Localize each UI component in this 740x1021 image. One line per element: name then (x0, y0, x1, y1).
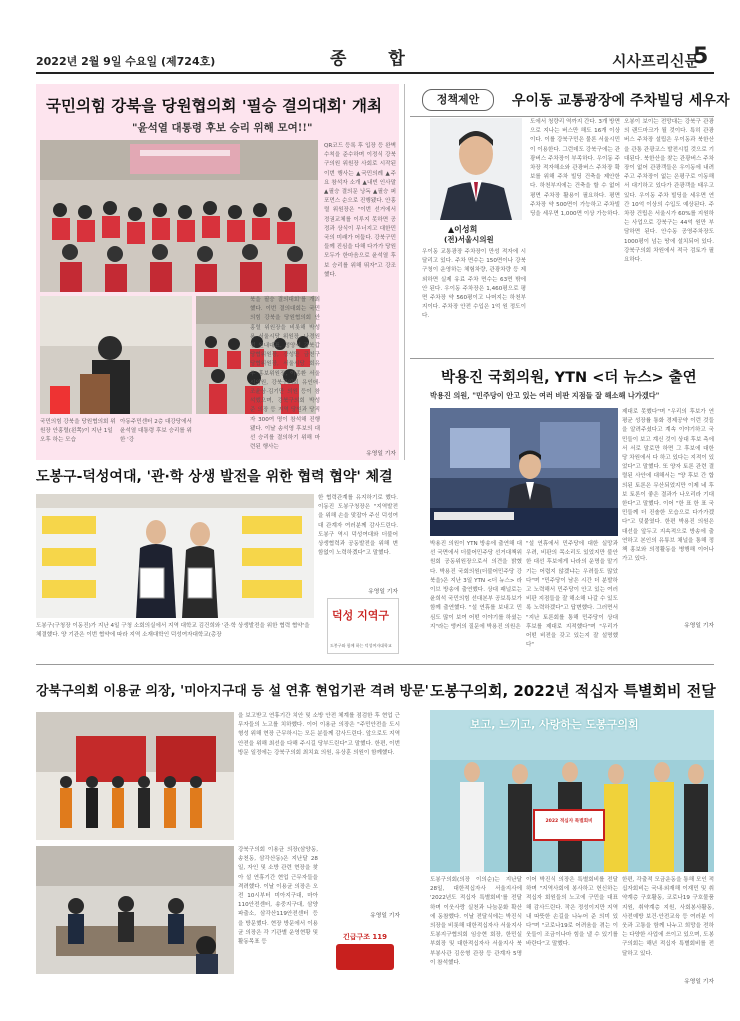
ad-text: 덕성 지역구 (332, 609, 389, 622)
article-2-col3: 오봉이 보이는 전망대는 강북구 관광의 랜드마크가 될 것이다. 특히 관광버스 주차장 설립은 우이동과 북한산을 관통 관광코스 발전시킬 것으로 기대된다. 북한산을 찾는 관광버스 주차장이 없어 관광객들은 우이동에 내려 주고 주차장이 없는 은평구로 이동해서 대기하고 있다가 관광객을 태우고 있다. 우이동 주차 빌딩을 세우면 연간 10억 이상의 수입도 예상된다. 주차장 건립은 서울시가 60%를 지원하는 사업으로 강북구는 44억 원만 부담하면 된다. 안수동 공영주차장도 1000평이 넘는 땅에 설치되어 있다. 강북구의회 차원에서 적극 검토가 필요하다. (624, 119, 714, 264)
mou-signing-photo (36, 494, 314, 618)
mid-rule (36, 664, 714, 665)
newspaper-name: 시사프리신문 (612, 52, 699, 70)
person-role: (전)서울시의원 (444, 235, 494, 244)
column-divider (404, 84, 405, 460)
article-3-col1: 박용진 의원이 YTN 방송에 출연해 대선 국면에서 더불어민주당 선거대책위원회 공동위원장으로서 의견을 밝혔다. 박용진 국회의원(더불어민주당 강북을)은 지난 3일 YTN <더 뉴스> 라이브 방송에 출연했다. 상대 패널로는 윤희석 국민의힘 선대본부 공보특보가 함께 출연했다. "설 연휴를 보내고 민심도 많이 보여 어떤 이야기를 하셨는지"라는 앵커의 질문에 박용진 의원은 (430, 541, 522, 630)
emergency-119-ad (330, 930, 400, 974)
article-4-reporter: 유영일 기자 (368, 589, 398, 595)
article-5-col2: 강북구의회 이용균 의장(삼양동, 송천동, 삼각산동)은 지난달 28일, 자인 및 소방 관련 현장을 찾아 설 연휴기간 현업 근무자들을 격려했다. 이날 이용균 의장은 오전 10시부터 미아지구대, 마아110안전센터, 송중지구대, 삼양파출소, 삼각산119안전센터 등을 방문했다. 현장 방문에서 이용균 의장은 각 기관별 운영현황 및 활동목표 등 (238, 847, 318, 946)
article-2-headline: 우이동 교통광장에 주차빌딩 세우자 (512, 93, 730, 109)
article-6-reporter: 유영일 기자 (684, 979, 714, 985)
article-6-col1: 도봉구의회(의장 이의순)는 지난달 28일, 대한적십자사 서울지사에 '2022년도 적십자 특별회비'를 전달하며 이웃사랑 실천과 나눔문화 확산에 동참했다. 이날 전달식에는 박진식 의장을 비롯해 대한적십자사 서울지사 도봉지구협의회 임승현 회장, 한민실 부회장 및 대한적십자사 서울지사 북부봉사관 김응형 관장 등 관계자 5명이 참석했다. (430, 877, 522, 966)
article-4-caption: 도봉구(구청장 이동진)가 지난 4일 구청 소회의실에서 지역 대학교 김건희와 '관·학 상생발전을 위한 협력 협약'을 체결했다. 양 기관은 이번 협약에 따라 지역 소재대학인 덕성여자대학교(총장 (36, 623, 310, 638)
article-4-col1: 한 협력관계를 유지하기로 했다. 이동진 도봉구청장은 "지역발전을 위해 손을 맞잡아 주신 덕성여대 관계자 여러분께 감사드린다. 도봉구 역시 덕성여대와 더불어 상생협력과 공동발전을 위해 변함없이 노력하겠다"고 말했다. (318, 495, 398, 557)
deoksung-ad (327, 598, 399, 654)
speaker-photo (40, 296, 192, 414)
person-name: ▲이성희 (448, 225, 478, 234)
article-6-headline: 도봉구의회, 2022년 적십자 특별회비 전달 (430, 682, 716, 700)
dobong-banner-text: 보고, 느끼고, 사랑하는 도봉구의회 (470, 718, 639, 731)
article-3-col3: 제대로 못했다"며 "우리의 후보가 연평균 성장률 통화 경제공약 이런 것들을 알려주셨다고 계속 이야기하고 국민들이 보고 계신 것이 상대 후보 측에서 서로 말로만 하면 그 후보에 대한 당 차원에서 다 하고 있다는 지적이 있었다"고 말했다. 또 양자 토론 관련 결렬된 사안에 대해서는 "양 후보 간 합의된 토론은 무산되었지만 이제 네 후보 토론이 좋은 결과가 나오리라 기대한다"고 말했다. 이어 "한 표 한 표 국민들께 더 진솔한 모습으로 다가가겠다"고 덧붙였다. 한편 박용진 의원은 대선을 앞두고 지속적으로 방송에 출연하고 본인의 유튜브 채널을 통해 정책 홍보와 의정활동을 병행해 이어나가고 있다. (622, 409, 714, 563)
donation-sign-text: 2022 적십자 특별회비 (545, 819, 593, 824)
ad-119-block (336, 944, 394, 970)
article-1-subtitle: "윤석열 대통령 후보 승리 위해 모여!!" (132, 122, 313, 134)
header-rule (36, 72, 714, 74)
article-3-col2: "설 연휴에서 민주당에 대한 실망과 우려, 비판의 목소리도 있었지만 불안한 대선 후보에게 나라의 운명을 맡기기는 어렵지 않겠냐는 우려들도 많았다"며 "민주당이 남은 시간 더 분발하고 노력해서 민주당이 안고 있는 여러 비판 지점들을 잘 해소해 나갈 수 있도록 노력하겠다"고 답변했다. 그러면서 "지난 토론회를 통해 민주당이 상대 후보를 제대로 지적했다"며 "우리가 어떤 비전을 갖고 있는지 잘 설명했다" (526, 541, 618, 649)
article-5-col1: 을 보고받고 연휴기간 치안 및 소방 안전 체계를 점검한 후 현업 근무자들의 노고를 치하했다. 이어 이용균 의장은 "주민안전을 도시형성 위해 현장 근무하시는 모든 분들께 감사드린다. 앞으로도 지역 안전을 위해 최선을 다해 주시길 당부드린다"고 말했다. 한편, 이번 방문 일정에는 강북구의회 최치효 의원, 유상훈 의원이 함께했다. (238, 713, 400, 756)
ad-subtext: 도봉구와 함께 하는 덕성여자대학교 (330, 643, 392, 648)
article-6-col3: 한편, 각출적 모금운동을 통해 모인 적십자회비는 국내·외재해 이재민 및 취약계층 구호활동, 코로나19 구호물품 지원, 취약계층 지원, 사회봉사활동, 사전예방 보건·안전교육 등 여러분 이웃과 고통을 함께 나누고 희망을 전하는 다양한 사업에 쓰이고 있으며, 도봉구의회는 해년 적십자 특별회비를 전달하고 있다. (622, 877, 714, 957)
page-number: 5 (693, 44, 709, 69)
lee-sunghee-portrait (430, 118, 522, 220)
red-cross-donation-photo (430, 710, 714, 872)
article-3-reporter: 유영일 기자 (684, 623, 714, 629)
article-2-col2: 도에서 청량리 역까지 간다. 3개 방면으로 지나는 버스만 해도 16개 이상이다. 이를 강북구민은 물론 서울시민이 이용한다. 그런데도 강북구에는 관광버스 주차장이 부족하다. 우이동 주차장 적자해소와 관광버스 주차장 확보를 위해 주차 빌딩 건축을 제안한다. 하천부지에는 건축을 할 수 없어 평면 주차장 활용이 필요하다. 평면 주차장 약 500면이 가능하고 주차빌딩을 세우면 1,000면 이상 가능하다. (530, 119, 620, 218)
rally-hall-photo (40, 140, 318, 292)
article-5-headline: 강북구의회 이용균 의장, '미아지구대 등 설 연휴 현업기관 격려 방문' (36, 684, 429, 699)
police-visit-photo (36, 846, 234, 974)
article-1-reporter: 유영일 기자 (366, 451, 396, 457)
article-2-col1: 우이동 교통광장 주차장이 만성 적자에 시달리고 있다. 주차 면수는 150면이나 강북구청이 운영하는 체험차량, 관광차량 등 제외하면 실제 유료 주차 면수는 63면 밖에 안 된다. 우이동 주차장은 1,460평으로 평면 주차장 약 560평이고 나머지는 하천부지이다. 주차장 안전 수입은 1억 원 정도이다. (422, 249, 526, 320)
ad-119-text: 긴급구조 119 (342, 933, 388, 941)
article-3-headline: 박용진 국회의원, YTN <더 뉴스> 출연 (441, 370, 697, 386)
article-1-caption-2: 아동주민센터 2층 대강당에서 윤석열 대통령 후보 승리를 위한 '강 (120, 419, 192, 443)
article-1-caption: 국민의힘 강북을 당원협의회 위원장 안홍렬(왼쪽)이 지난 1일 오후 하는 모습 (40, 419, 116, 443)
article-2-bottom-rule (410, 358, 714, 359)
article-4-headline: 도봉구-덕성여대, '관·학 상생 발전을 위한 협력 협약' 체결 (36, 469, 393, 485)
ytn-studio-photo (430, 408, 618, 536)
issue-date: 2022년 2월 9일 수요일 (제724호) (36, 55, 216, 68)
policy-badge: 정책제안 (422, 89, 494, 111)
section-title: 종 합 (330, 49, 423, 69)
article-5-reporter: 유영일 기자 (370, 913, 400, 919)
fire-station-photo (36, 712, 234, 840)
article-1-body-col1: QR코드 등록 후 입장 등 완벽 수칙을 준수하며 이정식 강북구의원 위원장 사회로 시작된 이번 행사는 ▲국민의례 ▲주요 참석자 소개 ▲내빈 인사말 ▲필승 결의문 낭독 ▲필승 퍼포먼스 순으로 진행됐다. 안홍렬 위원장은 "이번 선거에서 정권교체를 이루지 못하면 공정과 상식이 무너지고 대한민국의 미래가 어둡다. 강북구민들께 진심을 다해 다가가 당원 모두가 한마음으로 윤석열 후보 승리를 위해 뛰자"고 강조했다. (324, 143, 396, 278)
article-2-rule (410, 116, 714, 117)
article-3-subtitle: 박용진 의원, "민주당이 안고 있는 여러 비판 지점들 잘 해소해 나가겠다" (430, 391, 660, 400)
article-1-body-col3: 북을 필승 결의대회'를 개최했다. 이번 결의대회는 국민의힘 강북을 당원협의회 안홍렬 위원장을 비롯해 박성용 서울시당 위원장, 나경원 전 원내대표, 정양석 강북갑 당협위원장, 강성만 금천구 당협위원장, 서울시당 회유우 홍보위원장, 이종환 서울시의원, 강북구의회 유인애·조윤상·김기만 의원 등이 참석했으며, 강북구의회 박성준 의장 등 지역 당원과 당직자 300여 명이 참석해 진행됐다. 이날 송석영 후보의 대선 승리를 결의하기 위해 마련된 행사는 (250, 297, 320, 451)
article-6-col2: 이어 박진식 의장은 특별회비를 전달하며 "지역사회에 봉사하고 헌신하는 적십자 회원들의 노고에 구민을 대표해 감사드린다. 작은 정성이지만 지역내 따뜻한 손길을 나누어 준 의미 있다"며 "코로나19로 어려움을 겪는 이웃들이 조금이나마 힘을 낼 수 있기를 바란다"고 말했다. (526, 877, 618, 948)
article-1-headline: 국민의힘 강북을 당원협의회 '필승 결의대회' 개최 (46, 97, 382, 115)
